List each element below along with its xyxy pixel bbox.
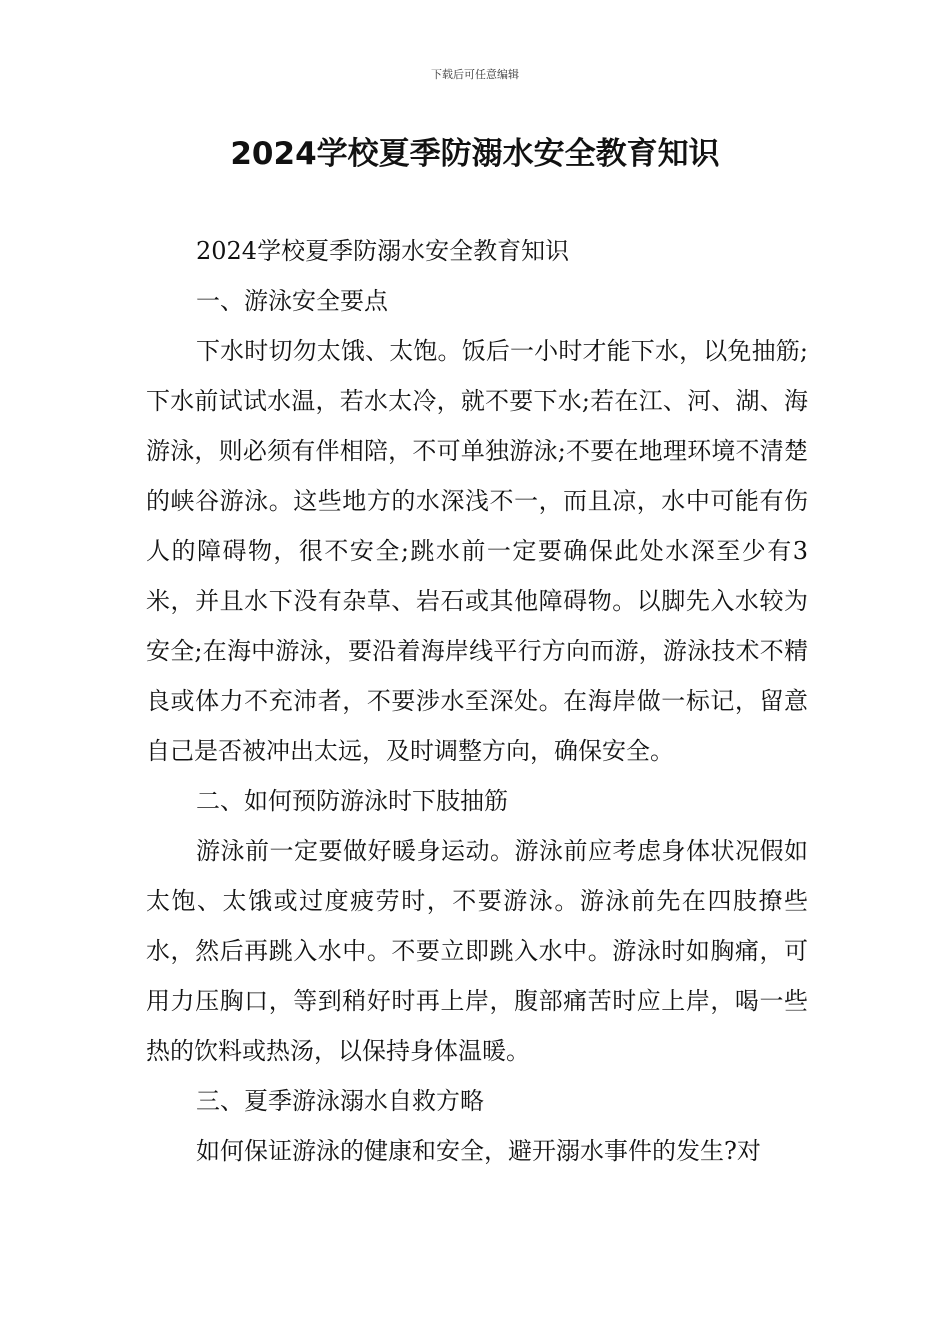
body-paragraph: 下水时切勿太饿、太饱。饭后一小时才能下水，以免抽筋;下水前试试水温，若水太冷，就不要下水;若在江、河、湖、海游泳，则必须有伴相陪，不可单独游泳;不要在地理环境不清楚的峡谷游泳。这些地方的水深浅不一，而且凉，水中可能有伤人的障碍物，很不安全;跳水前一定要确保此处水深至少有3米，并且水下没有杂草、岩石或其他障碍物。以脚先入水较为安全;在海中游泳，要沿着海岸线平行方向而游，游泳技术不精良或体力不充沛者，不要涉水至深处。在海岸做一标记，留意自己是否被冲出太远，及时调整方向，确保安全。 [146,337,808,765]
document-body [146,226,808,1176]
document-title: 2024学校夏季防溺水安全教育知识 [230,136,720,172]
body-paragraph: 游泳前一定要做好暖身运动。游泳前应考虑身体状况假如太饱、太饿或过度疲劳时，不要游泳。游泳前先在四肢撩些水，然后再跳入水中。不要立即跳入水中。游泳时如胸痛，可用力压胸口，等到稍好时再上岸，腹部痛苦时应上岸，喝一些热的饮料或热汤，以保持身体温暖。 [146,837,808,1065]
body-paragraph: 如何保证游泳的健康和安全，避开溺水事件的发生?对 [196,1137,761,1165]
section-heading-1: 一、游泳安全要点 [196,287,388,315]
body-paragraph-subtitle: 2024学校夏季防溺水安全教育知识 [196,237,570,265]
section-heading-2: 二、如何预防游泳时下肢抽筋 [196,787,508,815]
section-heading-3: 三、夏季游泳溺水自救方略 [196,1087,484,1115]
header-note: 下载后可任意编辑 [431,68,519,81]
